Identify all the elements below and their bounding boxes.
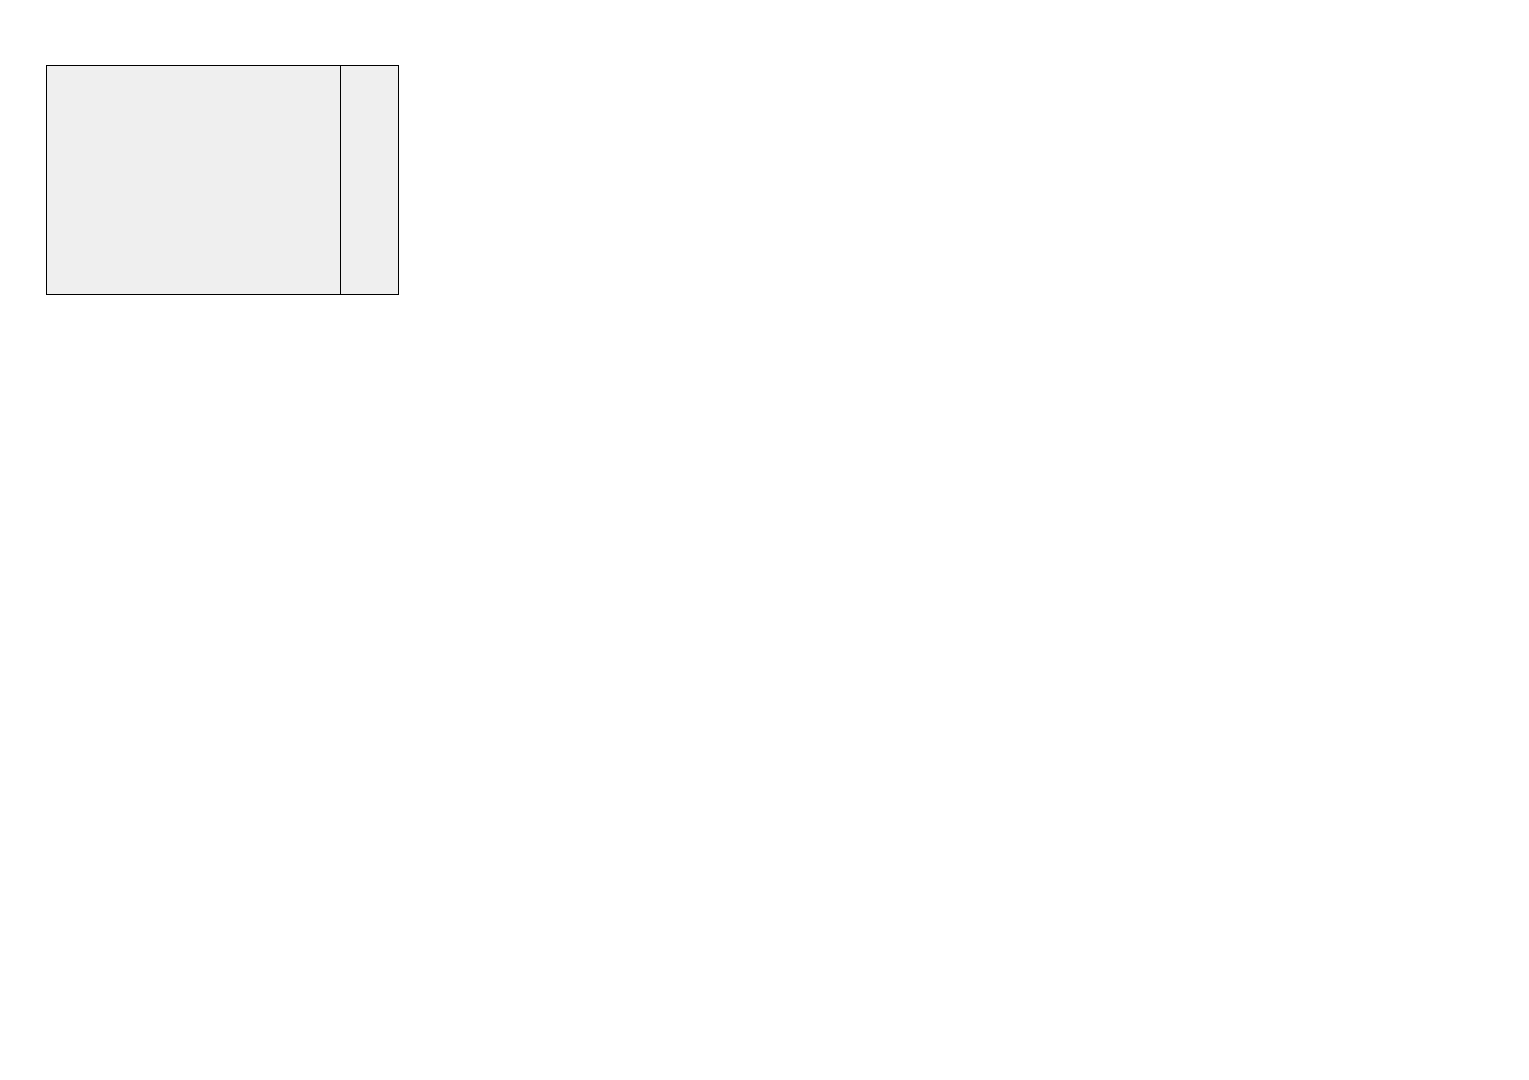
results-table — [46, 65, 1483, 295]
bureaux-header — [47, 66, 341, 295]
inscrits-header — [341, 66, 399, 295]
